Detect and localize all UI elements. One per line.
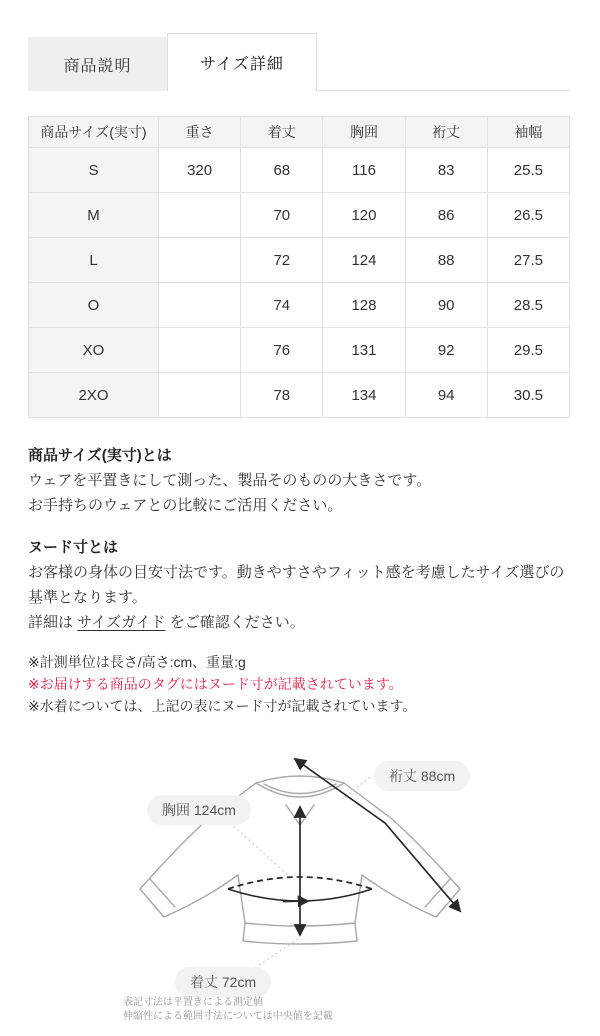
measurement-cell: 68	[241, 148, 323, 193]
tab-product-description-label: 商品説明	[63, 57, 132, 75]
size-cell: L	[29, 238, 159, 283]
measurement-cell: 131	[323, 328, 405, 373]
product-size-line2: お手持ちのウェアとの比較にご活用ください。	[28, 497, 343, 514]
product-size-section	[28, 444, 570, 518]
tab-bar	[28, 33, 570, 91]
size-table-row	[29, 283, 570, 328]
size-table	[28, 116, 570, 418]
size-guide-suffix: をご確認ください。	[165, 614, 305, 631]
size-table-row	[29, 238, 570, 283]
measurement-cell: 128	[323, 283, 405, 328]
measurement-cell	[159, 328, 241, 373]
size-table-header-row	[29, 117, 570, 148]
chest-girth-label: 胸囲 124cm	[147, 795, 251, 825]
chest-label-leader-line	[230, 823, 290, 877]
measurement-cell: 74	[241, 283, 323, 328]
measurement-cell: 30.5	[487, 373, 569, 418]
diagram-footnote-1: 表記寸法は平置きによる測定値	[123, 997, 263, 1008]
measurement-cell: 72	[241, 238, 323, 283]
measurement-cell: 83	[405, 148, 487, 193]
size-cell: M	[29, 193, 159, 238]
size-table-row	[29, 373, 570, 418]
note-line: ※お届けする商品のタグにはヌード寸が記載されています。	[28, 676, 403, 692]
measurement-cell: 116	[323, 148, 405, 193]
nude-size-heading: ヌード寸とは	[28, 539, 119, 556]
measurement-cell: 28.5	[487, 283, 569, 328]
tab-bar-divider	[317, 33, 570, 91]
size-table-header-cell: 袖幅	[487, 117, 569, 148]
measurement-cell: 320	[159, 148, 241, 193]
size-table-row	[29, 148, 570, 193]
measurement-cell: 70	[241, 193, 323, 238]
measurement-cell: 26.5	[487, 193, 569, 238]
body-length-label: 着丈 72cm	[175, 967, 271, 997]
measurement-cell	[159, 283, 241, 328]
size-table-header-cell: 重さ	[159, 117, 241, 148]
measurement-cell	[159, 238, 241, 283]
chest-girth-arrow	[283, 901, 308, 902]
measurement-cell: 134	[323, 373, 405, 418]
measurement-cell: 86	[405, 193, 487, 238]
product-size-heading: 商品サイズ(実寸)とは	[28, 447, 172, 464]
notes-list	[28, 651, 570, 717]
diagram-footnotes	[123, 996, 333, 1024]
size-guide-link[interactable]: サイズガイド	[77, 614, 166, 631]
size-table-header-cell: 着丈	[241, 117, 323, 148]
size-cell: 2XO	[29, 373, 159, 418]
size-table-row	[29, 328, 570, 373]
measurement-cell: 92	[405, 328, 487, 373]
size-guide-prefix: 詳細は	[28, 614, 78, 631]
sleeve-length-label: 裄丈 88cm	[374, 761, 470, 791]
size-table-header-cell: 胸囲	[323, 117, 405, 148]
size-table-row	[29, 193, 570, 238]
size-table-body	[29, 148, 570, 418]
tab-size-detail[interactable]	[167, 33, 317, 91]
size-table-header-cell: 商品サイズ(実寸)	[29, 117, 159, 148]
size-guide-line	[28, 610, 570, 635]
measurement-cell: 29.5	[487, 328, 569, 373]
note-line: ※水着については、上記の表にヌード寸が記載されています。	[28, 698, 417, 714]
size-table-header-cell: 裄丈	[405, 117, 487, 148]
note-line: ※計測単位は長さ/高さ:cm、重量:g	[28, 654, 246, 670]
measurement-cell	[159, 373, 241, 418]
tab-size-detail-label: サイズ詳細	[200, 56, 284, 73]
measurement-cell: 76	[241, 328, 323, 373]
size-cell: S	[29, 148, 159, 193]
measurement-cell: 27.5	[487, 238, 569, 283]
measurement-cell: 25.5	[487, 148, 569, 193]
size-cell: O	[29, 283, 159, 328]
measurement-cell: 120	[323, 193, 405, 238]
measurement-cell	[159, 193, 241, 238]
product-size-line1: ウェアを平置きにして測った、製品そのものの大きさです。	[28, 472, 432, 489]
nude-size-body: お客様の身体の目安寸法です。動きやすさやフィット感を考慮したサイズ選びの基準となります。	[28, 564, 565, 606]
measurement-cell: 94	[405, 373, 487, 418]
size-cell: XO	[29, 328, 159, 373]
measurement-cell: 88	[405, 238, 487, 283]
measurement-cell: 90	[405, 283, 487, 328]
nude-size-section	[28, 536, 570, 635]
measurement-cell: 124	[323, 238, 405, 283]
diagram-footnote-2: 伸縮性による範囲寸法については中央値を記載	[123, 1011, 333, 1022]
tab-product-description[interactable]	[28, 37, 167, 91]
measurement-cell: 78	[241, 373, 323, 418]
